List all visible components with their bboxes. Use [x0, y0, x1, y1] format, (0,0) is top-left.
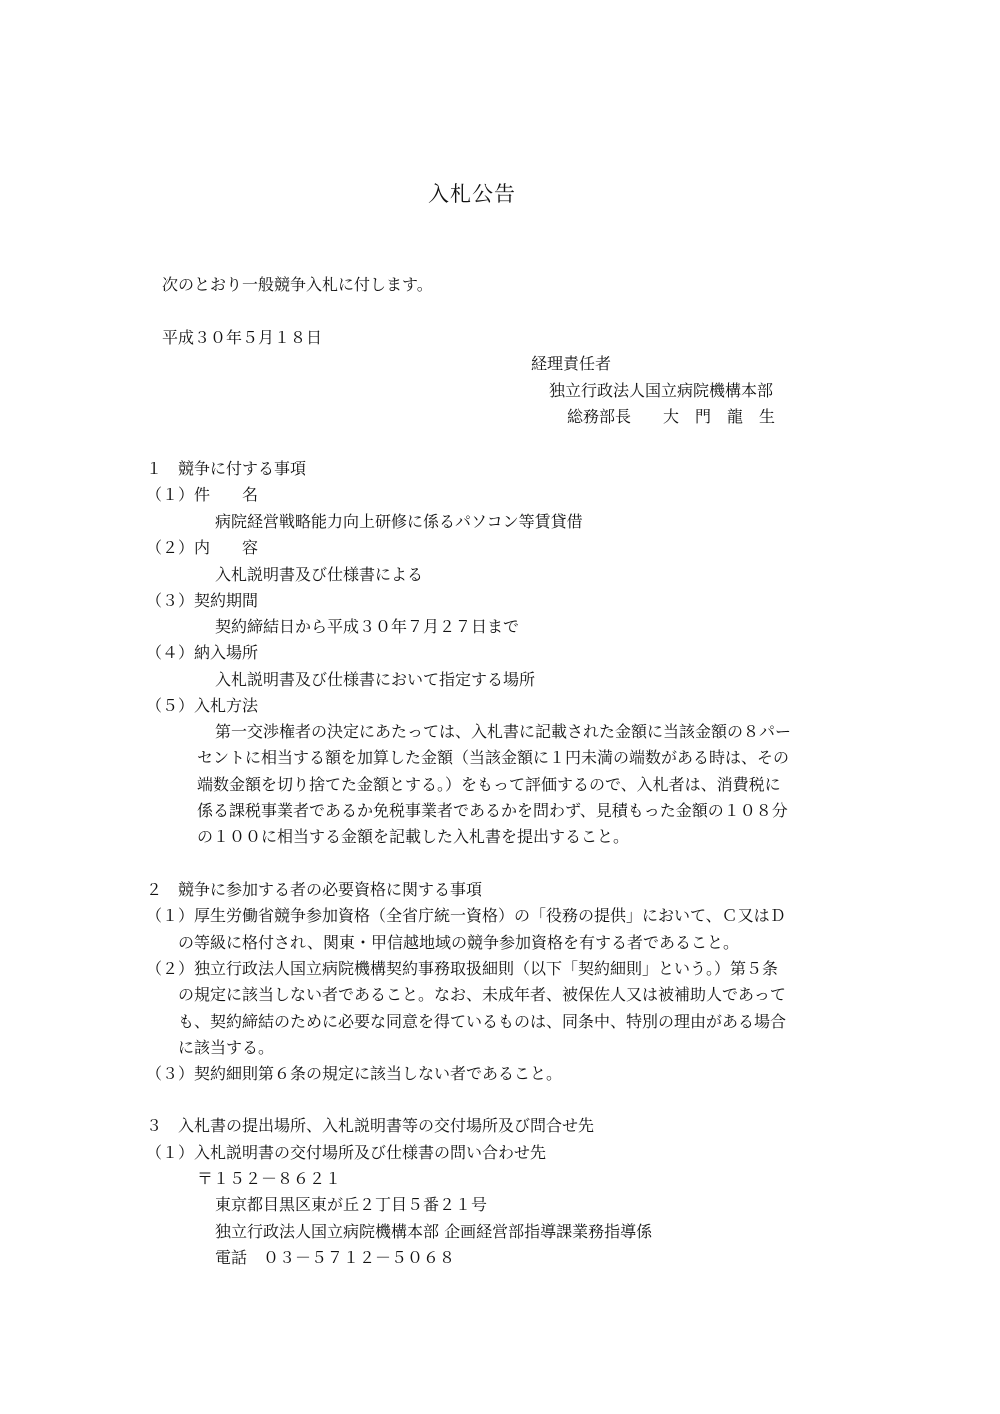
section3-item-label: （１）入札説明書の交付場所及び仕様書の問い合わせ先: [146, 1143, 547, 1162]
section2-line: の等級に格付され、関東・甲信越地域の競争参加資格を有する者であること。: [178, 933, 739, 952]
section2-line: の規定に該当しない者であること。なお、未成年者、被保佐人又は被補助人であって: [178, 985, 786, 1004]
item-text: 入札説明書及び仕様書において指定する場所: [215, 670, 536, 689]
section3-heading: ３ 入札書の提出場所、入札説明書等の交付場所及び問合せ先: [146, 1116, 595, 1135]
item-text: 契約締結日から平成３０年７月２７日まで: [215, 617, 520, 636]
section2-line: （１）厚生労働省競争参加資格（全省庁統一資格）の「役務の提供」において、Ｃ又はＤ: [146, 906, 786, 925]
section2-line: （３）契約細則第６条の規定に該当しない者であること。: [146, 1064, 563, 1083]
section2-heading: ２ 競争に参加する者の必要資格に関する事項: [146, 880, 483, 899]
issuer-name: 総務部長 大 門 龍 生: [567, 407, 776, 426]
item-text: の１００に相当する金額を記載した入札書を提出すること。: [197, 827, 630, 846]
item-label: （４）納入場所: [146, 643, 259, 662]
section2-line: に該当する。: [178, 1038, 275, 1057]
item-label: （１）件 名: [146, 485, 259, 504]
address: 東京都目黒区東が丘２丁目５番２１号: [215, 1195, 488, 1214]
postal-code: 〒１５２－８６２１: [197, 1169, 342, 1188]
item-label: （３）契約期間: [146, 591, 259, 610]
page-title: 入札公告: [428, 182, 516, 206]
item-text: 入札説明書及び仕様書による: [215, 565, 424, 584]
office-name: 独立行政法人国立病院機構本部 企画経営部指導課業務指導係: [215, 1222, 653, 1241]
item-text: 第一交渉権者の決定にあたっては、入札書に記載された金額に当該金額の８パー: [215, 722, 792, 741]
item-label: （５）入札方法: [146, 696, 259, 715]
section1-heading: １ 競争に付する事項: [146, 459, 307, 478]
phone-number: 電話 ０３－５７１２－５０６８: [215, 1248, 456, 1267]
issuer-org: 独立行政法人国立病院機構本部: [549, 381, 774, 400]
intro-text: 次のとおり一般競争入札に付します。: [162, 275, 433, 294]
item-text: セントに相当する額を加算した金額（当該金額に１円未満の端数がある時は、その: [197, 748, 790, 767]
issuer-role: 経理責任者: [531, 354, 612, 373]
notice-date: 平成３０年５月１８日: [162, 328, 323, 347]
section2-line: も、契約締結のために必要な同意を得ているものは、同条中、特別の理由がある場合: [178, 1012, 787, 1031]
item-label: （２）内 容: [146, 538, 259, 557]
section2-line: （２）独立行政法人国立病院機構契約事務取扱細則（以下「契約細則」という。）第５条: [146, 959, 779, 978]
item-text: 病院経営戦略能力向上研修に係るパソコン等賃貸借: [215, 512, 583, 531]
item-text: 係る課税事業者であるか免税事業者であるかを問わず、見積もった金額の１０８分: [197, 801, 788, 820]
item-text: 端数金額を切り捨てた金額とする。）をもって評価するので、入札者は、消費税に: [197, 775, 781, 794]
